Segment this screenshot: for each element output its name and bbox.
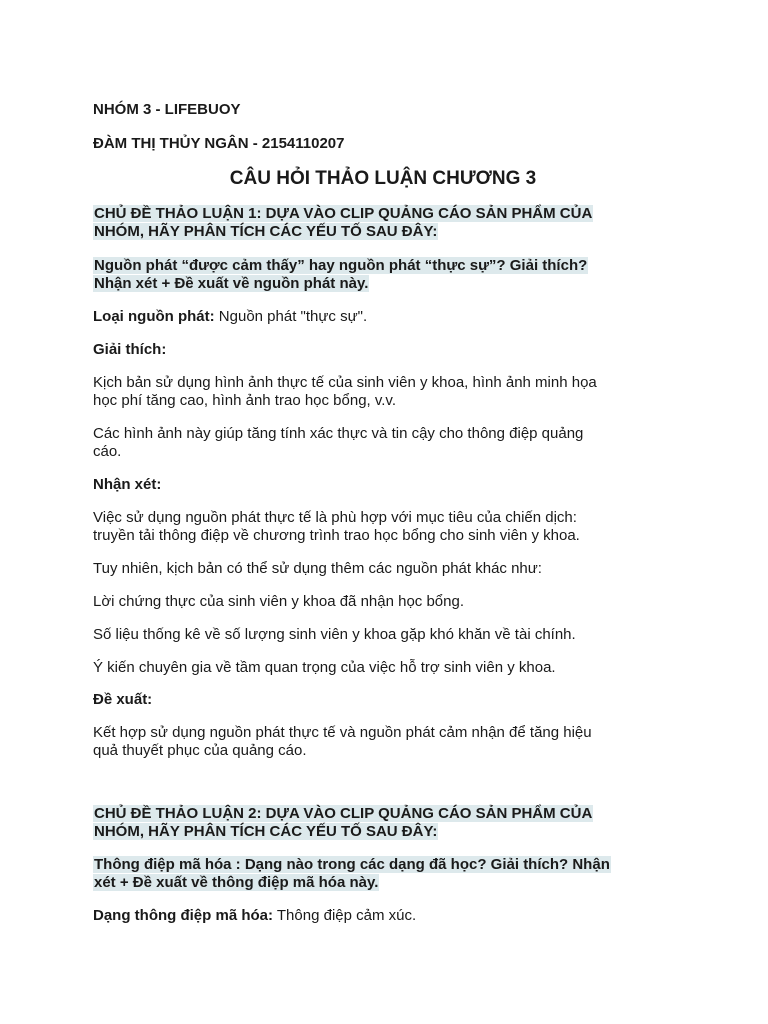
comment-paragraph-4: Số liệu thống kê về số lượng sinh viên y khoa gặp khó khăn về tài chính. <box>93 626 576 643</box>
topic1-question <box>93 257 673 293</box>
page-title: CÂU HỎI THẢO LUẬN CHƯƠNG 3 <box>229 168 537 189</box>
source-type <box>93 308 367 326</box>
message-type <box>93 907 416 925</box>
topic1-heading-line1: CHỦ ĐỀ THẢO LUẬN 1: DỰA VÀO CLIP QUẢNG CÁO SẢN PHẨM CỦA <box>94 205 593 222</box>
comment-paragraph-3: Lời chứng thực của sinh viên y khoa đã nhận học bổng. <box>93 593 464 610</box>
proposal-paragraph <box>93 724 673 760</box>
group-name: NHÓM 3 - LIFEBUOY <box>93 101 241 118</box>
source-type-value: Nguồn phát "thực sự". <box>214 308 368 325</box>
explain-p1-line2: học phí tăng cao, hình ảnh trao học bổng, v.v. <box>93 392 396 409</box>
comment-paragraph-5: Ý kiến chuyên gia về tầm quan trọng của việc hỗ trợ sinh viên y khoa. <box>93 659 556 676</box>
comment-paragraph-2: Tuy nhiên, kịch bản có thể sử dụng thêm các nguồn phát khác như: <box>93 560 542 577</box>
topic2-question-line2: xét + Đề xuất về thông điệp mã hóa này. <box>94 874 379 891</box>
comment-paragraph-1 <box>93 509 673 545</box>
explain-label: Giải thích: <box>93 341 167 358</box>
comment-label: Nhận xét: <box>93 476 162 493</box>
proposal-line2: quả thuyết phục của quảng cáo. <box>93 742 307 759</box>
explain-paragraph-1 <box>93 374 673 410</box>
explain-p2-line1: Các hình ảnh này giúp tăng tính xác thực và tin cậy cho thông điệp quảng <box>93 425 584 442</box>
topic2-heading-line1: CHỦ ĐỀ THẢO LUẬN 2: DỰA VÀO CLIP QUẢNG CÁO SẢN PHẨM CỦA <box>94 805 593 822</box>
proposal-line1: Kết hợp sử dụng nguồn phát thực tế và nguồn phát cảm nhận để tăng hiệu <box>93 724 592 741</box>
explain-p1-line1: Kịch bản sử dụng hình ảnh thực tế của sinh viên y khoa, hình ảnh minh họa <box>93 374 597 391</box>
topic2-question <box>93 856 673 892</box>
proposal-label: Đề xuất: <box>93 691 153 708</box>
topic2-heading-line2: NHÓM, HÃY PHÂN TÍCH CÁC YẾU TỐ SAU ĐÂY: <box>94 823 438 840</box>
topic1-heading <box>93 205 673 241</box>
message-type-value: Thông điệp cảm xúc. <box>273 907 417 924</box>
comment-p1-line2: truyền tải thông điệp về chương trình trao học bổng cho sinh viên y khoa. <box>93 527 580 544</box>
topic2-question-line1: Thông điệp mã hóa : Dạng nào trong các dạng đã học? Giải thích? Nhận <box>94 856 610 873</box>
source-type-label: Loại nguồn phát: <box>93 308 215 325</box>
comment-p1-line1: Việc sử dụng nguồn phát thực tế là phù hợp với mục tiêu của chiến dịch: <box>93 509 577 526</box>
topic1-question-line2: Nhận xét + Đề xuất về nguồn phát này. <box>94 275 369 292</box>
topic1-heading-line2: NHÓM, HÃY PHÂN TÍCH CÁC YẾU TỐ SAU ĐÂY: <box>94 223 438 240</box>
student-name-id: ĐÀM THỊ THỦY NGÂN - 2154110207 <box>93 135 345 152</box>
explain-paragraph-2 <box>93 425 673 461</box>
message-type-label: Dạng thông điệp mã hóa: <box>93 907 273 924</box>
topic2-heading <box>93 805 673 841</box>
topic1-question-line1: Nguồn phát “được cảm thấy” hay nguồn phát “thực sự”? Giải thích? <box>94 257 588 274</box>
explain-p2-line2: cáo. <box>93 443 122 460</box>
